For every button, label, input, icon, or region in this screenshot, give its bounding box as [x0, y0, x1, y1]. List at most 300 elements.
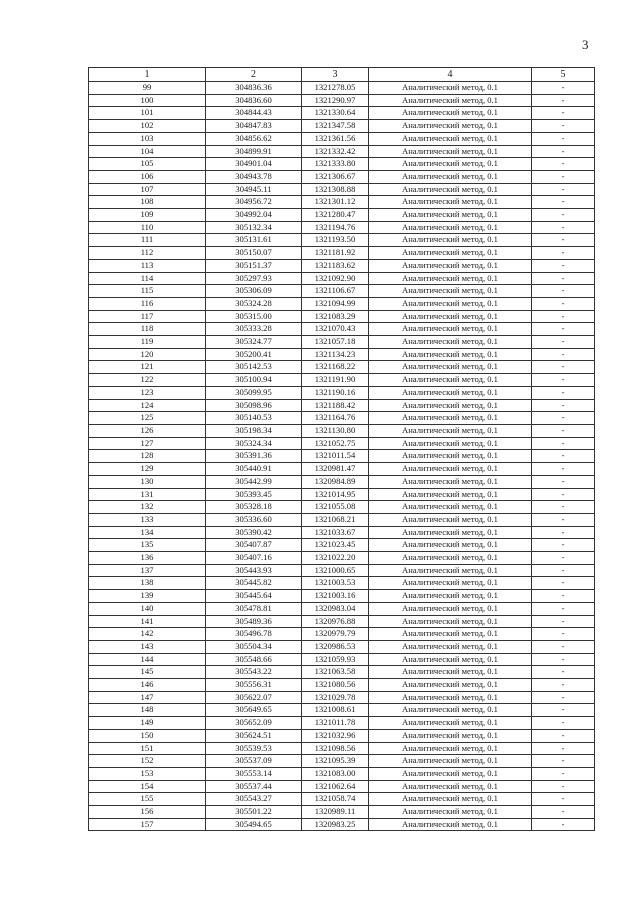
method-cell: Аналитический метод, 0.1 — [369, 640, 532, 653]
column-header-5: 5 — [532, 68, 595, 82]
note-cell: - — [532, 120, 595, 133]
note-cell: - — [532, 297, 595, 310]
note-cell: - — [532, 602, 595, 615]
y-coordinate-cell: 1321278.05 — [302, 82, 369, 95]
table-row — [89, 818, 595, 831]
x-coordinate-cell: 305442.99 — [206, 475, 302, 488]
table-row — [89, 424, 595, 437]
x-coordinate-cell: 304956.72 — [206, 196, 302, 209]
table-row — [89, 526, 595, 539]
note-cell: - — [532, 590, 595, 603]
x-coordinate-cell: 304847.83 — [206, 120, 302, 133]
table-row — [89, 259, 595, 272]
x-coordinate-cell: 305489.36 — [206, 615, 302, 628]
x-coordinate-cell: 305445.82 — [206, 577, 302, 590]
y-coordinate-cell: 1321014.95 — [302, 488, 369, 501]
x-coordinate-cell: 305324.28 — [206, 297, 302, 310]
point-number-cell: 108 — [89, 196, 206, 209]
note-cell: - — [532, 818, 595, 831]
y-coordinate-cell: 1320979.79 — [302, 628, 369, 641]
table-row — [89, 628, 595, 641]
x-coordinate-cell: 305548.66 — [206, 653, 302, 666]
point-number-cell: 155 — [89, 793, 206, 806]
method-cell: Аналитический метод, 0.1 — [369, 424, 532, 437]
method-cell: Аналитический метод, 0.1 — [369, 323, 532, 336]
table-row — [89, 666, 595, 679]
table-row — [89, 234, 595, 247]
note-cell: - — [532, 209, 595, 222]
point-number-cell: 149 — [89, 717, 206, 730]
y-coordinate-cell: 1321000.65 — [302, 564, 369, 577]
column-header-x: 2 — [206, 68, 302, 82]
point-number-cell: 105 — [89, 158, 206, 171]
note-cell: - — [532, 767, 595, 780]
method-cell: Аналитический метод, 0.1 — [369, 310, 532, 323]
table-body — [89, 82, 595, 831]
method-cell: Аналитический метод, 0.1 — [369, 399, 532, 412]
point-number-cell: 109 — [89, 209, 206, 222]
note-cell: - — [532, 361, 595, 374]
point-number-cell: 143 — [89, 640, 206, 653]
coordinates-table — [88, 67, 595, 831]
note-cell: - — [532, 488, 595, 501]
note-cell: - — [532, 628, 595, 641]
table-row — [89, 590, 595, 603]
method-cell: Аналитический метод, 0.1 — [369, 348, 532, 361]
note-cell: - — [532, 82, 595, 95]
x-coordinate-cell: 305543.22 — [206, 666, 302, 679]
y-coordinate-cell: 1321130.80 — [302, 424, 369, 437]
point-number-cell: 150 — [89, 729, 206, 742]
note-cell: - — [532, 729, 595, 742]
column-header-method: 4 — [369, 68, 532, 82]
point-number-cell: 107 — [89, 183, 206, 196]
note-cell: - — [532, 170, 595, 183]
point-number-cell: 144 — [89, 653, 206, 666]
note-cell: - — [532, 272, 595, 285]
note-cell: - — [532, 386, 595, 399]
point-number-cell: 134 — [89, 526, 206, 539]
note-cell: - — [532, 399, 595, 412]
point-number-cell: 102 — [89, 120, 206, 133]
point-number-cell: 130 — [89, 475, 206, 488]
note-cell: - — [532, 145, 595, 158]
table-row — [89, 793, 595, 806]
method-cell: Аналитический метод, 0.1 — [369, 259, 532, 272]
x-coordinate-cell: 305443.93 — [206, 564, 302, 577]
note-cell: - — [532, 285, 595, 298]
table-row — [89, 158, 595, 171]
method-cell: Аналитический метод, 0.1 — [369, 463, 532, 476]
y-coordinate-cell: 1321059.93 — [302, 653, 369, 666]
table-row — [89, 361, 595, 374]
method-cell: Аналитический метод, 0.1 — [369, 742, 532, 755]
y-coordinate-cell: 1320984.89 — [302, 475, 369, 488]
method-cell: Аналитический метод, 0.1 — [369, 386, 532, 399]
table-row — [89, 780, 595, 793]
y-coordinate-cell: 1321290.97 — [302, 94, 369, 107]
method-cell: Аналитический метод, 0.1 — [369, 488, 532, 501]
method-cell: Аналитический метод, 0.1 — [369, 729, 532, 742]
y-coordinate-cell: 1321003.53 — [302, 577, 369, 590]
method-cell: Аналитический метод, 0.1 — [369, 247, 532, 260]
table-row — [89, 615, 595, 628]
y-coordinate-cell: 1320986.53 — [302, 640, 369, 653]
y-coordinate-cell: 1321083.29 — [302, 310, 369, 323]
y-coordinate-cell: 1321191.90 — [302, 374, 369, 387]
table-row — [89, 221, 595, 234]
method-cell: Аналитический метод, 0.1 — [369, 145, 532, 158]
y-coordinate-cell: 1321003.16 — [302, 590, 369, 603]
x-coordinate-cell: 305496.78 — [206, 628, 302, 641]
y-coordinate-cell: 1321098.56 — [302, 742, 369, 755]
table-row — [89, 145, 595, 158]
method-cell: Аналитический метод, 0.1 — [369, 755, 532, 768]
note-cell: - — [532, 755, 595, 768]
x-coordinate-cell: 304945.11 — [206, 183, 302, 196]
y-coordinate-cell: 1321022.20 — [302, 552, 369, 565]
table-row — [89, 577, 595, 590]
point-number-cell: 124 — [89, 399, 206, 412]
method-cell: Аналитический метод, 0.1 — [369, 437, 532, 450]
x-coordinate-cell: 305553.14 — [206, 767, 302, 780]
x-coordinate-cell: 305098.96 — [206, 399, 302, 412]
page-number: 3 — [582, 37, 589, 52]
method-cell: Аналитический метод, 0.1 — [369, 602, 532, 615]
note-cell: - — [532, 513, 595, 526]
note-cell: - — [532, 640, 595, 653]
point-number-cell: 142 — [89, 628, 206, 641]
method-cell: Аналитический метод, 0.1 — [369, 691, 532, 704]
x-coordinate-cell: 304899.91 — [206, 145, 302, 158]
point-number-cell: 141 — [89, 615, 206, 628]
x-coordinate-cell: 305445.64 — [206, 590, 302, 603]
x-coordinate-cell: 304844.43 — [206, 107, 302, 120]
method-cell: Аналитический метод, 0.1 — [369, 285, 532, 298]
y-coordinate-cell: 1321052.75 — [302, 437, 369, 450]
table-row — [89, 374, 595, 387]
x-coordinate-cell: 304943.78 — [206, 170, 302, 183]
x-coordinate-cell: 305440.91 — [206, 463, 302, 476]
y-coordinate-cell: 1321168.22 — [302, 361, 369, 374]
note-cell: - — [532, 450, 595, 463]
point-number-cell: 145 — [89, 666, 206, 679]
note-cell: - — [532, 437, 595, 450]
note-cell: - — [532, 679, 595, 692]
x-coordinate-cell: 305622.07 — [206, 691, 302, 704]
x-coordinate-cell: 305200.41 — [206, 348, 302, 361]
table-row — [89, 348, 595, 361]
point-number-cell: 122 — [89, 374, 206, 387]
note-cell: - — [532, 412, 595, 425]
point-number-cell: 136 — [89, 552, 206, 565]
table-row — [89, 640, 595, 653]
point-number-cell: 152 — [89, 755, 206, 768]
note-cell: - — [532, 234, 595, 247]
method-cell: Аналитический метод, 0.1 — [369, 666, 532, 679]
table-row — [89, 767, 595, 780]
method-cell: Аналитический метод, 0.1 — [369, 412, 532, 425]
note-cell: - — [532, 615, 595, 628]
y-coordinate-cell: 1321023.45 — [302, 539, 369, 552]
column-header-y: 3 — [302, 68, 369, 82]
note-cell: - — [532, 691, 595, 704]
note-cell: - — [532, 323, 595, 336]
table-row — [89, 323, 595, 336]
y-coordinate-cell: 1321063.58 — [302, 666, 369, 679]
table-row — [89, 463, 595, 476]
method-cell: Аналитический метод, 0.1 — [369, 450, 532, 463]
x-coordinate-cell: 305478.81 — [206, 602, 302, 615]
note-cell: - — [532, 539, 595, 552]
table-row — [89, 552, 595, 565]
point-number-cell: 156 — [89, 806, 206, 819]
method-cell: Аналитический метод, 0.1 — [369, 107, 532, 120]
point-number-cell: 121 — [89, 361, 206, 374]
table-row — [89, 399, 595, 412]
point-number-cell: 140 — [89, 602, 206, 615]
y-coordinate-cell: 1321190.16 — [302, 386, 369, 399]
note-cell: - — [532, 780, 595, 793]
method-cell: Аналитический метод, 0.1 — [369, 336, 532, 349]
note-cell: - — [532, 158, 595, 171]
table-row — [89, 806, 595, 819]
point-number-cell: 106 — [89, 170, 206, 183]
note-cell: - — [532, 475, 595, 488]
note-cell: - — [532, 107, 595, 120]
point-number-cell: 135 — [89, 539, 206, 552]
note-cell: - — [532, 132, 595, 145]
method-cell: Аналитический метод, 0.1 — [369, 94, 532, 107]
y-coordinate-cell: 1321188.42 — [302, 399, 369, 412]
table-row — [89, 564, 595, 577]
table-row — [89, 691, 595, 704]
y-coordinate-cell: 1321095.39 — [302, 755, 369, 768]
point-number-cell: 104 — [89, 145, 206, 158]
x-coordinate-cell: 305132.34 — [206, 221, 302, 234]
table-row — [89, 120, 595, 133]
x-coordinate-cell: 305140.53 — [206, 412, 302, 425]
method-cell: Аналитический метод, 0.1 — [369, 679, 532, 692]
table-row — [89, 94, 595, 107]
note-cell: - — [532, 94, 595, 107]
x-coordinate-cell: 305543.27 — [206, 793, 302, 806]
table-row — [89, 653, 595, 666]
x-coordinate-cell: 305297.93 — [206, 272, 302, 285]
method-cell: Аналитический метод, 0.1 — [369, 653, 532, 666]
table-row — [89, 107, 595, 120]
point-number-cell: 157 — [89, 818, 206, 831]
x-coordinate-cell: 305391.36 — [206, 450, 302, 463]
table-row — [89, 488, 595, 501]
point-number-cell: 126 — [89, 424, 206, 437]
point-number-cell: 139 — [89, 590, 206, 603]
x-coordinate-cell: 304901.04 — [206, 158, 302, 171]
method-cell: Аналитический метод, 0.1 — [369, 818, 532, 831]
y-coordinate-cell: 1321330.64 — [302, 107, 369, 120]
note-cell: - — [532, 742, 595, 755]
method-cell: Аналитический метод, 0.1 — [369, 767, 532, 780]
point-number-cell: 137 — [89, 564, 206, 577]
y-coordinate-cell: 1321080.56 — [302, 679, 369, 692]
method-cell: Аналитический метод, 0.1 — [369, 183, 532, 196]
method-cell: Аналитический метод, 0.1 — [369, 120, 532, 133]
y-coordinate-cell: 1321011.78 — [302, 717, 369, 730]
x-coordinate-cell: 305390.42 — [206, 526, 302, 539]
x-coordinate-cell: 305142.53 — [206, 361, 302, 374]
y-coordinate-cell: 1321193.50 — [302, 234, 369, 247]
y-coordinate-cell: 1321361.56 — [302, 132, 369, 145]
y-coordinate-cell: 1321308.88 — [302, 183, 369, 196]
x-coordinate-cell: 305333.28 — [206, 323, 302, 336]
x-coordinate-cell: 305624.51 — [206, 729, 302, 742]
point-number-cell: 116 — [89, 297, 206, 310]
method-cell: Аналитический метод, 0.1 — [369, 513, 532, 526]
x-coordinate-cell: 305100.94 — [206, 374, 302, 387]
point-number-cell: 120 — [89, 348, 206, 361]
column-header-number: 1 — [89, 68, 206, 82]
y-coordinate-cell: 1320976.88 — [302, 615, 369, 628]
method-cell: Аналитический метод, 0.1 — [369, 132, 532, 145]
x-coordinate-cell: 305099.95 — [206, 386, 302, 399]
x-coordinate-cell: 305336.60 — [206, 513, 302, 526]
method-cell: Аналитический метод, 0.1 — [369, 501, 532, 514]
note-cell: - — [532, 374, 595, 387]
method-cell: Аналитический метод, 0.1 — [369, 552, 532, 565]
note-cell: - — [532, 183, 595, 196]
table-row — [89, 310, 595, 323]
note-cell: - — [532, 793, 595, 806]
x-coordinate-cell: 305537.09 — [206, 755, 302, 768]
x-coordinate-cell: 305649.65 — [206, 704, 302, 717]
y-coordinate-cell: 1321055.08 — [302, 501, 369, 514]
y-coordinate-cell: 1321332.42 — [302, 145, 369, 158]
table-header-row — [89, 68, 595, 82]
note-cell: - — [532, 564, 595, 577]
method-cell: Аналитический метод, 0.1 — [369, 272, 532, 285]
y-coordinate-cell: 1321008.61 — [302, 704, 369, 717]
method-cell: Аналитический метод, 0.1 — [369, 297, 532, 310]
point-number-cell: 131 — [89, 488, 206, 501]
point-number-cell: 118 — [89, 323, 206, 336]
point-number-cell: 147 — [89, 691, 206, 704]
y-coordinate-cell: 1321011.54 — [302, 450, 369, 463]
point-number-cell: 153 — [89, 767, 206, 780]
note-cell: - — [532, 526, 595, 539]
note-cell: - — [532, 221, 595, 234]
table-row — [89, 412, 595, 425]
note-cell: - — [532, 196, 595, 209]
y-coordinate-cell: 1320989.11 — [302, 806, 369, 819]
x-coordinate-cell: 304992.04 — [206, 209, 302, 222]
point-number-cell: 125 — [89, 412, 206, 425]
y-coordinate-cell: 1321301.12 — [302, 196, 369, 209]
y-coordinate-cell: 1321033.67 — [302, 526, 369, 539]
point-number-cell: 129 — [89, 463, 206, 476]
y-coordinate-cell: 1321057.18 — [302, 336, 369, 349]
table-row — [89, 742, 595, 755]
y-coordinate-cell: 1321092.90 — [302, 272, 369, 285]
point-number-cell: 138 — [89, 577, 206, 590]
table-row — [89, 717, 595, 730]
x-coordinate-cell: 305556.31 — [206, 679, 302, 692]
y-coordinate-cell: 1321062.64 — [302, 780, 369, 793]
table-row — [89, 297, 595, 310]
method-cell: Аналитический метод, 0.1 — [369, 590, 532, 603]
method-cell: Аналитический метод, 0.1 — [369, 374, 532, 387]
table-row — [89, 539, 595, 552]
x-coordinate-cell: 305328.18 — [206, 501, 302, 514]
method-cell: Аналитический метод, 0.1 — [369, 82, 532, 95]
point-number-cell: 119 — [89, 336, 206, 349]
note-cell: - — [532, 310, 595, 323]
method-cell: Аналитический метод, 0.1 — [369, 577, 532, 590]
point-number-cell: 100 — [89, 94, 206, 107]
table-row — [89, 729, 595, 742]
y-coordinate-cell: 1321306.67 — [302, 170, 369, 183]
note-cell: - — [532, 424, 595, 437]
point-number-cell: 112 — [89, 247, 206, 260]
note-cell: - — [532, 501, 595, 514]
point-number-cell: 110 — [89, 221, 206, 234]
table-row — [89, 386, 595, 399]
x-coordinate-cell: 305494.65 — [206, 818, 302, 831]
point-number-cell: 103 — [89, 132, 206, 145]
table-row — [89, 602, 595, 615]
table-row — [89, 450, 595, 463]
method-cell: Аналитический метод, 0.1 — [369, 361, 532, 374]
point-number-cell: 148 — [89, 704, 206, 717]
table-row — [89, 209, 595, 222]
table-row — [89, 247, 595, 260]
y-coordinate-cell: 1321029.78 — [302, 691, 369, 704]
x-coordinate-cell: 305393.45 — [206, 488, 302, 501]
x-coordinate-cell: 305537.44 — [206, 780, 302, 793]
point-number-cell: 151 — [89, 742, 206, 755]
table-row — [89, 196, 595, 209]
method-cell: Аналитический метод, 0.1 — [369, 564, 532, 577]
point-number-cell: 146 — [89, 679, 206, 692]
method-cell: Аналитический метод, 0.1 — [369, 221, 532, 234]
table-row — [89, 336, 595, 349]
note-cell: - — [532, 704, 595, 717]
x-coordinate-cell: 305150.07 — [206, 247, 302, 260]
x-coordinate-cell: 305198.34 — [206, 424, 302, 437]
x-coordinate-cell: 305407.87 — [206, 539, 302, 552]
method-cell: Аналитический метод, 0.1 — [369, 170, 532, 183]
table-row — [89, 704, 595, 717]
method-cell: Аналитический метод, 0.1 — [369, 209, 532, 222]
note-cell: - — [532, 666, 595, 679]
table-row — [89, 475, 595, 488]
x-coordinate-cell: 305315.00 — [206, 310, 302, 323]
table-row — [89, 437, 595, 450]
x-coordinate-cell: 305539.53 — [206, 742, 302, 755]
y-coordinate-cell: 1321070.43 — [302, 323, 369, 336]
method-cell: Аналитический метод, 0.1 — [369, 717, 532, 730]
y-coordinate-cell: 1321106.67 — [302, 285, 369, 298]
method-cell: Аналитический метод, 0.1 — [369, 196, 532, 209]
table-row — [89, 170, 595, 183]
point-number-cell: 127 — [89, 437, 206, 450]
method-cell: Аналитический метод, 0.1 — [369, 806, 532, 819]
y-coordinate-cell: 1320981.47 — [302, 463, 369, 476]
point-number-cell: 133 — [89, 513, 206, 526]
y-coordinate-cell: 1320983.04 — [302, 602, 369, 615]
x-coordinate-cell: 305306.09 — [206, 285, 302, 298]
x-coordinate-cell: 305407.16 — [206, 552, 302, 565]
method-cell: Аналитический метод, 0.1 — [369, 526, 532, 539]
